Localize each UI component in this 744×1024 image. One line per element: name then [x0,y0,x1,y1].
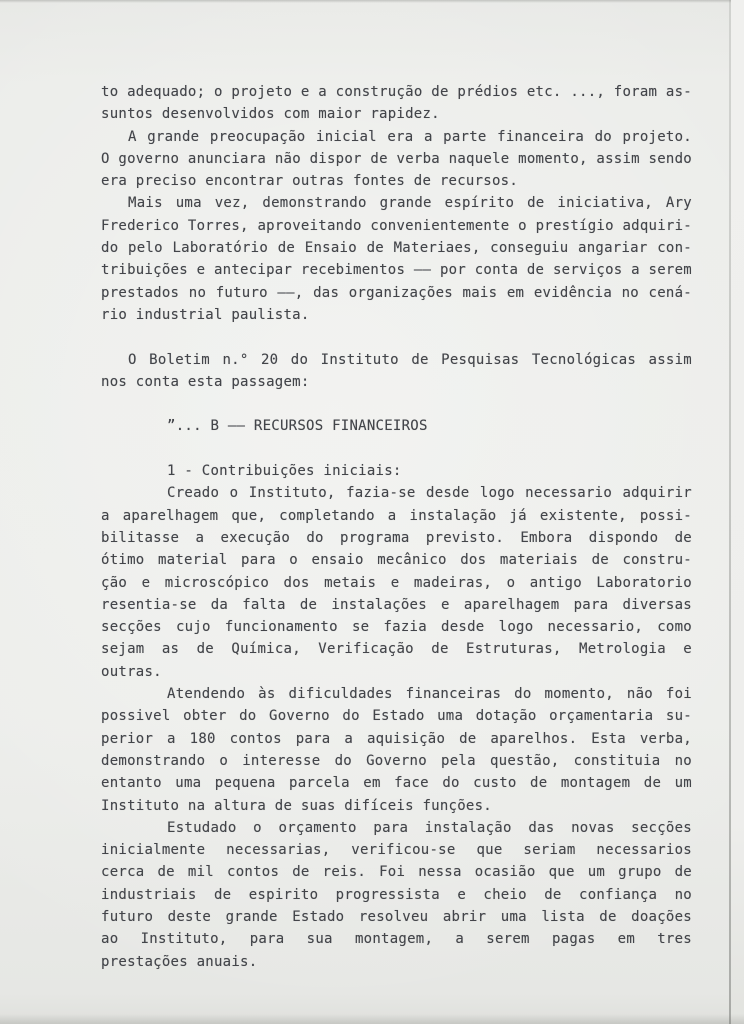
text-line: ao Instituto, para sua montagem, a serem pagas em tres [101,931,692,948]
text-line: possivel obter do Governo do Estado uma dotação orçamentaria su- [101,708,692,725]
text-line: secções cujo funcionamento se fazia desde logo necessario, como [101,619,692,636]
text-line: resentia-se da falta de instalações e aparelhagem para diversas [101,596,692,613]
text-line: Creado o Instituto, fazia-se desde logo necessario adquirir [167,485,692,502]
blank-line [101,393,692,415]
text-line: do pelo Laboratório de Ensaio de Materiaes, conseguiu angariar con- [101,240,692,257]
blank-line [101,438,692,460]
text-line: O Boletim n.° 20 do Instituto de Pesquisas Tecnológicas assim [128,351,692,368]
blank-line [101,326,692,348]
page-text [101,81,692,973]
text-line: 1 - Contribuições iniciais: [167,463,402,480]
text-line: demonstrando o interesse do Governo pela questão, constituia no [101,752,692,769]
scan-edge-bottom [0,1014,744,1024]
text-line: era preciso encontrar outras fontes de recursos. [101,173,519,190]
scan-right-strip [731,0,744,1024]
text-line: ção e microscópico dos metais e madeiras, o antigo Laboratorio [101,574,692,591]
text-line: Atendendo às dificuldades financeiras do momento, não foi [167,686,692,703]
text-line: rio industrial paulista. [101,306,310,323]
text-line: to adequado; o projeto e a construção de prédios etc. ..., foram as- [101,84,692,100]
text-line: cerca de mil contos de reis. Foi nessa ocasião que um grupo de [101,864,692,881]
text-line: bilitasse a execução do programa previsto. Embora dispondo de [101,529,692,546]
text-line: O governo anunciara não dispor de verba naquele momento, assim sendo [101,150,692,167]
text-line: prestados no futuro ——, das organizações mais em evidência no cená- [101,284,692,301]
text-line: sejam as de Química, Verificação de Estruturas, Metrologia e [101,641,692,658]
scan-edge-top [0,0,744,3]
text-line: industriais de espirito progressista e cheio de confiança no [101,886,692,903]
text-line: inicialmente necessarias, verificou-se que seriam necessarios [101,842,692,859]
text-line: Instituto na altura de suas difíceis funções. [101,797,492,814]
text-line: entanto uma pequena parcela em face do custo de montagem de um [101,775,692,792]
text-line: tribuições e antecipar recebimentos —— por conta de serviços a serem [101,262,692,279]
text-line: Estudado o orçamento para instalação das novas secções [167,819,692,836]
text-line: Mais uma vez, demonstrando grande espírito de iniciativa, Ary [128,195,692,212]
text-line: a aparelhagem que, completando a instalação já existente, possi- [101,507,692,524]
text-line: futuro deste grande Estado resolveu abrir uma lista de doações [101,908,692,925]
text-line: suntos desenvolvidos com maior rapidez. [101,106,440,123]
text-line: ótimo material para o ensaio mecânico dos materiais de constru- [101,552,692,569]
text-line: prestações anuais. [101,953,258,970]
text-line: ”... B —— RECURSOS FINANCEIROS [167,418,428,435]
text-line: nos conta esta passagem: [101,373,310,390]
text-line: perior a 180 contos para a aquisição de aparelhos. Esta verba, [101,730,692,747]
text-line: A grande preocupação inicial era a parte financeira do projeto. [128,128,692,145]
text-line: outras. [101,663,162,680]
text-line: Frederico Torres, aproveitando convenientemente o prestígio adquiri- [101,217,692,234]
